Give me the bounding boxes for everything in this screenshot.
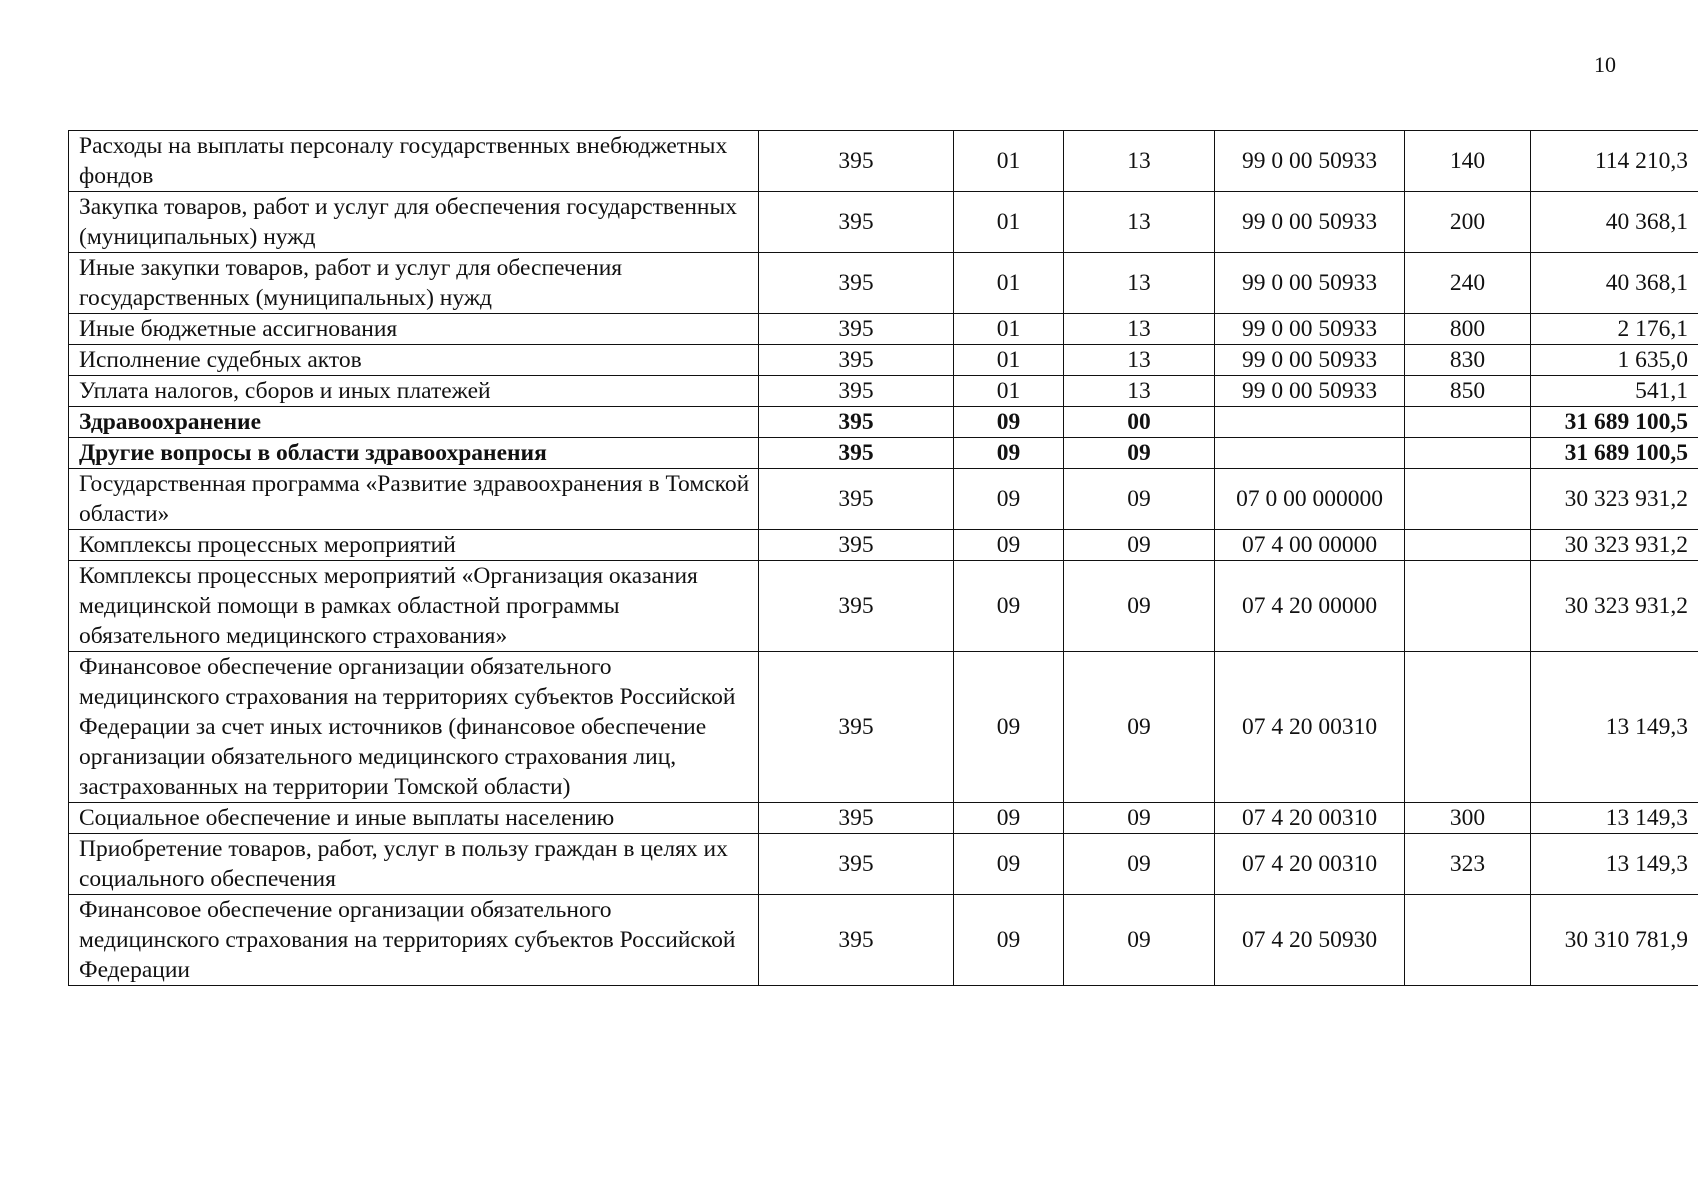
- row-subsection-code: 13: [1064, 253, 1215, 314]
- table-row: [69, 253, 1698, 314]
- row-target-article-code: 99 0 00 50933: [1215, 314, 1405, 345]
- row-name: Финансовое обеспечение организации обязательного медицинского страхования на территориях субъектов Российской Федерации: [69, 895, 759, 986]
- row-admin-code: 395: [759, 803, 954, 834]
- row-name: Финансовое обеспечение организации обязательного медицинского страхования на территориях субъектов Российской Федерации за счет иных источников (финансовое обеспечение организации обязательного медицинского страхования лиц, застрахованных на территории Томской области): [69, 652, 759, 803]
- row-amount: 30 323 931,2: [1531, 530, 1698, 561]
- row-amount: 30 323 931,2: [1531, 561, 1698, 652]
- row-expense-type-code: [1405, 652, 1531, 803]
- row-amount: 31 689 100,5: [1531, 438, 1698, 469]
- row-admin-code: 395: [759, 438, 954, 469]
- table-row: [69, 192, 1698, 253]
- row-admin-code: 395: [759, 253, 954, 314]
- row-expense-type-code: 830: [1405, 345, 1531, 376]
- page-number: 10: [1594, 52, 1616, 77]
- row-admin-code: 395: [759, 895, 954, 986]
- row-section-code: 09: [954, 803, 1064, 834]
- table-row: [69, 407, 1698, 438]
- row-target-article-code: 99 0 00 50933: [1215, 253, 1405, 314]
- row-name: Другие вопросы в области здравоохранения: [69, 438, 759, 469]
- row-expense-type-code: [1405, 438, 1531, 469]
- table-row: [69, 438, 1698, 469]
- row-subsection-code: 13: [1064, 345, 1215, 376]
- row-section-code: 01: [954, 192, 1064, 253]
- row-admin-code: 395: [759, 192, 954, 253]
- table-row: [69, 345, 1698, 376]
- row-amount: 541,1: [1531, 376, 1698, 407]
- row-amount: 13 149,3: [1531, 834, 1698, 895]
- row-section-code: 09: [954, 561, 1064, 652]
- table-body: [69, 131, 1698, 986]
- row-amount: 31 689 100,5: [1531, 407, 1698, 438]
- row-name: Закупка товаров, работ и услуг для обеспечения государственных (муниципальных) нужд: [69, 192, 759, 253]
- row-target-article-code: 07 4 00 00000: [1215, 530, 1405, 561]
- row-target-article-code: 99 0 00 50933: [1215, 131, 1405, 192]
- row-section-code: 01: [954, 345, 1064, 376]
- row-subsection-code: 13: [1064, 376, 1215, 407]
- row-target-article-code: 07 4 20 00310: [1215, 834, 1405, 895]
- row-subsection-code: 00: [1064, 407, 1215, 438]
- row-name: Иные бюджетные ассигнования: [69, 314, 759, 345]
- row-subsection-code: 09: [1064, 561, 1215, 652]
- row-target-article-code: 99 0 00 50933: [1215, 192, 1405, 253]
- row-subsection-code: 09: [1064, 895, 1215, 986]
- row-target-article-code: [1215, 407, 1405, 438]
- row-section-code: 09: [954, 530, 1064, 561]
- row-amount: 30 323 931,2: [1531, 469, 1698, 530]
- row-name: Исполнение судебных актов: [69, 345, 759, 376]
- table-row: [69, 469, 1698, 530]
- row-expense-type-code: 300: [1405, 803, 1531, 834]
- row-expense-type-code: [1405, 561, 1531, 652]
- row-subsection-code: 13: [1064, 314, 1215, 345]
- row-admin-code: 395: [759, 469, 954, 530]
- row-expense-type-code: 323: [1405, 834, 1531, 895]
- row-amount: 13 149,3: [1531, 652, 1698, 803]
- row-target-article-code: [1215, 438, 1405, 469]
- row-expense-type-code: [1405, 469, 1531, 530]
- row-name: Комплексы процессных мероприятий: [69, 530, 759, 561]
- row-admin-code: 395: [759, 530, 954, 561]
- table-row: [69, 376, 1698, 407]
- row-name: Социальное обеспечение и иные выплаты населению: [69, 803, 759, 834]
- table-row: [69, 530, 1698, 561]
- row-expense-type-code: 850: [1405, 376, 1531, 407]
- row-name: Расходы на выплаты персоналу государственных внебюджетных фондов: [69, 131, 759, 192]
- row-expense-type-code: 200: [1405, 192, 1531, 253]
- row-admin-code: 395: [759, 345, 954, 376]
- table-row: [69, 314, 1698, 345]
- row-section-code: 09: [954, 469, 1064, 530]
- row-target-article-code: 07 0 00 000000: [1215, 469, 1405, 530]
- row-section-code: 09: [954, 407, 1064, 438]
- row-expense-type-code: 800: [1405, 314, 1531, 345]
- row-amount: 30 310 781,9: [1531, 895, 1698, 986]
- row-section-code: 09: [954, 652, 1064, 803]
- row-expense-type-code: [1405, 530, 1531, 561]
- row-subsection-code: 09: [1064, 652, 1215, 803]
- row-amount: 13 149,3: [1531, 803, 1698, 834]
- row-section-code: 01: [954, 314, 1064, 345]
- row-amount: 40 368,1: [1531, 253, 1698, 314]
- row-name: Комплексы процессных мероприятий «Организация оказания медицинской помощи в рамках областной программы обязательного медицинского страхования»: [69, 561, 759, 652]
- row-target-article-code: 07 4 20 00000: [1215, 561, 1405, 652]
- row-name: Приобретение товаров, работ, услуг в пользу граждан в целях их социального обеспечения: [69, 834, 759, 895]
- row-admin-code: 395: [759, 407, 954, 438]
- row-admin-code: 395: [759, 834, 954, 895]
- row-section-code: 01: [954, 253, 1064, 314]
- row-subsection-code: 09: [1064, 834, 1215, 895]
- row-amount: 1 635,0: [1531, 345, 1698, 376]
- row-subsection-code: 13: [1064, 131, 1215, 192]
- table-row: [69, 652, 1698, 803]
- row-target-article-code: 07 4 20 00310: [1215, 652, 1405, 803]
- row-admin-code: 395: [759, 131, 954, 192]
- row-amount: 40 368,1: [1531, 192, 1698, 253]
- row-admin-code: 395: [759, 652, 954, 803]
- row-amount: 114 210,3: [1531, 131, 1698, 192]
- row-target-article-code: 07 4 20 50930: [1215, 895, 1405, 986]
- row-section-code: 09: [954, 834, 1064, 895]
- row-name: Уплата налогов, сборов и иных платежей: [69, 376, 759, 407]
- row-name: Государственная программа «Развитие здравоохранения в Томской области»: [69, 469, 759, 530]
- row-subsection-code: 09: [1064, 438, 1215, 469]
- row-expense-type-code: 140: [1405, 131, 1531, 192]
- table-row: [69, 131, 1698, 192]
- row-subsection-code: 09: [1064, 469, 1215, 530]
- row-subsection-code: 13: [1064, 192, 1215, 253]
- row-admin-code: 395: [759, 376, 954, 407]
- row-name: Иные закупки товаров, работ и услуг для обеспечения государственных (муниципальных) нужд: [69, 253, 759, 314]
- row-section-code: 09: [954, 895, 1064, 986]
- row-expense-type-code: [1405, 895, 1531, 986]
- row-name: Здравоохранение: [69, 407, 759, 438]
- row-expense-type-code: 240: [1405, 253, 1531, 314]
- row-section-code: 01: [954, 376, 1064, 407]
- table-row: [69, 803, 1698, 834]
- row-target-article-code: 99 0 00 50933: [1215, 345, 1405, 376]
- row-admin-code: 395: [759, 561, 954, 652]
- table-row: [69, 834, 1698, 895]
- row-section-code: 09: [954, 438, 1064, 469]
- row-subsection-code: 09: [1064, 530, 1215, 561]
- row-subsection-code: 09: [1064, 803, 1215, 834]
- row-amount: 2 176,1: [1531, 314, 1698, 345]
- row-target-article-code: 99 0 00 50933: [1215, 376, 1405, 407]
- row-section-code: 01: [954, 131, 1064, 192]
- budget-table: [68, 130, 1698, 986]
- row-target-article-code: 07 4 20 00310: [1215, 803, 1405, 834]
- table-row: [69, 895, 1698, 986]
- row-expense-type-code: [1405, 407, 1531, 438]
- table-row: [69, 561, 1698, 652]
- row-admin-code: 395: [759, 314, 954, 345]
